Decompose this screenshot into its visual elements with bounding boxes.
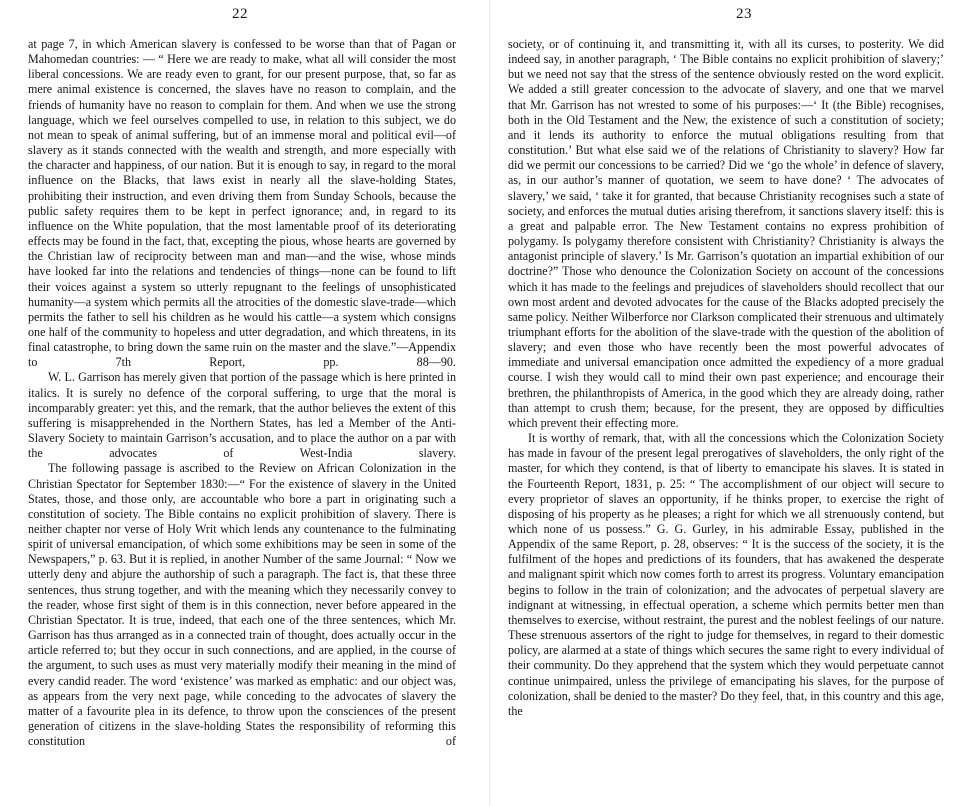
right-page bbox=[490, 0, 980, 806]
page-number-right: 23 bbox=[736, 6, 752, 22]
paragraph: society, or of continuing it, and transmitting it, with all its curses, to posterity. We did indeed say, in another paragraph, ‘ The Bible contains no explicit prohibition of slavery;’ but we need not say that the stress of the sentence obviously rested on the word explicit. We added a still greater concession to the advocate of slavery, and one that we marvel that Mr. Garrison has not wrested to some of his purposes:—‘ It (the Bible) recognises, both in the Old Testament and the New, the existence of such a constitution of society; and it lends its authority to enforce the mutual obligations resulting from that constitution.’ But what else said we of the relations of Christianity to slavery? How far did we permit our concessions to be carried? Did we ‘go the whole’ in defence of slavery, as, in our author’s manner of quotation, we seem to have done? ‘ The advocates of slavery,’ we said, ‘ take it for granted, that because Christianity recognises such a state of society, and enforces the mutual duties arising therefrom, it sanctions slavery itself: this is a great and palpable error. The New Testament contains no express prohibition of polygamy. Is polygamy therefore consistent with Christianity? Christianity is always the antagonist principle of slavery.’ Is Mr. Garrison’s quotation an impartial exhibition of our doctrine?” Those who denounce the Colonization Society on account of the concessions which it has made to the feelings and prejudices of slaveholders should recollect that our own most ardent and devoted advocates for the cause of the Blacks adopted precisely the same policy. Neither Wilberforce nor Clarkson complicated their strenuous and ultimately triumphant efforts for the abolition of the slave-trade with the question of the abolition of slavery; and even those who have recently been the most powerful advocates of immediate and universal emancipation once admitted the expediency of a more gradual course. I wish they would call to mind their own past experience; and encourage their brethren, the philanthropists of America, in the good which they are already doing, rather than attempt to crush them; because, for the present, they are opposed by difficulties which prevent their effecting more. bbox=[508, 37, 944, 430]
paragraph: It is worthy of remark, that, with all the concessions which the Colonization Society has made in favour of the present legal prerogatives of slaveholders, the only right of the master, for which they contend, is that of liberty to emancipate his slaves. It is stated in the Fourteenth Report, 1831, p. 25: “ The accomplishment of our object will secure to every proprietor of slaves an opportunity, if he thinks proper, to exercise the right of disposing of his property as he pleases; a right for which we all strenuously contend, but which none of us possess.” G. G. Gurley, in his admirable Essay, published in the Appendix of the same Report, p. 28, observes: “ It is the success of the society, it is the fulfilment of the hopes and predictions of its founders, that has awakened the desperate and malignant spirit which now comes forth to arrest its progress. Voluntary emancipation begins to follow in the train of colonization; and the advocates of perpetual slavery are indignant at witnessing, in effectual operation, a scheme which permits better men than themselves to exercise, without restraint, the purest and the noblest feelings of our nature. These strenuous assertors of the right to judge for themselves, in regard to their domestic policy, are alarmed at a state of things which secures the same right to every individual of their community. Do they apprehend that the system which they would perpetuate cannot continue unimpaired, unless the privilege of emancipating his slaves, for the purpose of colonization, shall be denied to the master? Do they feel, that, in this country and this age, the bbox=[508, 431, 944, 718]
paragraph: The following passage is ascribed to the Review on African Colonization in the Christian Spectator for September 1830:—“ For the existence of slavery in the United States, those, and those only, are accountable who bore a part in originating such a constitution of society. The Bible contains no explicit prohibition of slavery. There is neither chapter nor verse of Holy Writ which lends any countenance to the fulminating spirit of universal emancipation, of which some exhibitions may be seen in some of the Newspapers,” p. 63. But it is replied, in another Number of the same Journal: “ Now we utterly deny and abjure the authorship of such a paragraph. The fact is, that these three sentences, thus strung together, and with the meaning which they necessarily convey to the reader, whose first sight of them is in this connection, never before appeared in the Christian Spectator. It is true, indeed, that each one of the three sentences, which Mr. Garrison has thus arranged as in a connected train of thought, does actually occur in the article referred to; but they occur in such connections, and are applied, in the course of the argument, to such uses as must very materially modify their meaning in the mind of every candid reader. The word ‘existence’ was marked as emphatic: and our object was, as appears from the very next page, while conceding to the advocates of slavery the matter of a favourite plea in its defence, to throw upon the consciences of the present generation of citizens in the slave-holding States the responsibility of reforming this constitution of bbox=[28, 461, 456, 749]
left-page-body bbox=[28, 37, 456, 749]
paragraph: W. L. Garrison has merely given that portion of the passage which is here printed in italics. It is surely no defence of the corporal suffering, to urge that the moral is incomparably greater: yet this, and the remark, that the author believes the extent of this suffering is misapprehended in the Northern States, has led a Member of the Anti-Slavery Society to maintain Garrison’s accusation, and to place the author on a par with the advocates of West-India slavery. bbox=[28, 370, 456, 461]
paragraph: at page 7, in which American slavery is confessed to be worse than that of Pagan or Mahomedan countries: — “ Here we are ready to make, what all will consider the most liberal concessions. We are ready even to grant, for our present purpose, that, so far as mere animal existence is concerned, the slaves have no reason to complain, and the friends of humanity have no reason to complain for them. And when we use the strong language, which we feel ourselves compelled to use, in relation to this subject, we do not mean to speak of animal suffering, but of an immense moral and political evil—of slavery as it stands connected with the wealth and strength, and more especially with the character and happiness, of our nation. But it is enough to say, in regard to the moral influence on the Blacks, that laws exist in nearly all the slave-holding States, prohibiting their instruction, and even driving them from Sunday Schools, because the public safety requires them to be kept in perfect ignorance; and, in regard to its influence on the White population, that the most lamentable proof of its deteriorating effects may be found in the fact, that, excepting the pious, whose hearts are governed by the Christian law of reciprocity between man and man—and the wise, whose minds have looked far into the relations and tendencies of things—none can be found to lift their voices against a system so utterly repugnant to the feelings of unsophisticated humanity—a system which permits all the atrocities of the domestic slave-trade—which permits the father to sell his children as he would his cattle—a system which consigns one half of the community to hopeless and utter degradation, and which threatens, in its final catastrophe, to bring down the same ruin on the master and the slave.”—Appendix to 7th Report, pp. 88—90. bbox=[28, 37, 456, 370]
right-page-body bbox=[508, 37, 944, 719]
page-number-left: 22 bbox=[232, 6, 248, 22]
